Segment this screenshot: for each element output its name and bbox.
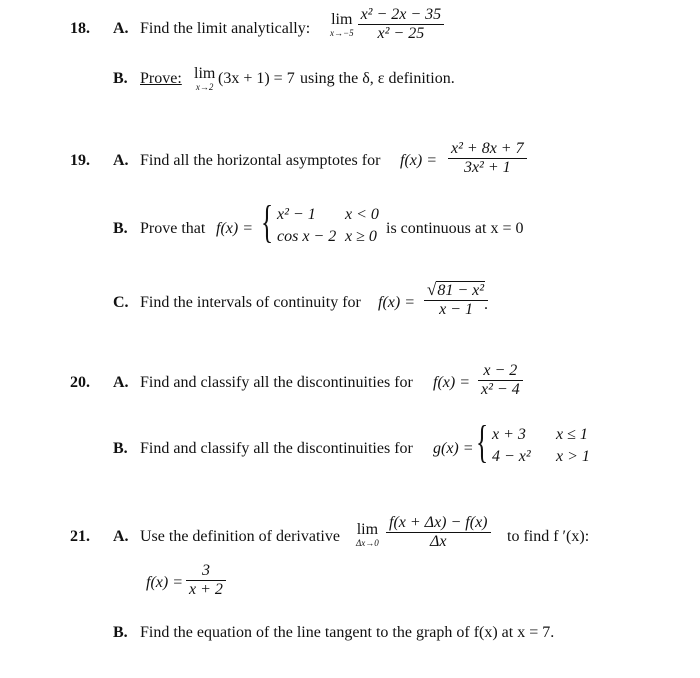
problem-text: Find and classify all the discontinuities for (140, 440, 413, 457)
problem-number: 19. (70, 152, 90, 169)
period: . (484, 296, 488, 313)
function-label: g(x) = (433, 440, 474, 457)
part-letter: A. (113, 528, 129, 545)
part-letter: B. (113, 70, 128, 87)
case-expression: x² − 1 (277, 206, 316, 223)
problem-18a (0, 0, 700, 60)
numerator: f(x + Δx) − f(x) (386, 514, 491, 533)
case-condition: x ≥ 0 (345, 227, 377, 245)
problem-text: Prove that (140, 220, 206, 237)
problem-19c (0, 280, 700, 340)
numerator: 3 (186, 562, 226, 581)
numerator: 81 − x² (437, 282, 485, 299)
lim-label: lim (194, 65, 216, 82)
case-expression: x + 3 (492, 426, 526, 443)
numerator: x² + 8x + 7 (448, 140, 527, 159)
fraction (448, 140, 527, 178)
problem-19a (0, 138, 700, 198)
problem-number: 21. (70, 528, 90, 545)
numerator: x − 2 (478, 362, 523, 381)
problem-20b (0, 416, 700, 480)
problem-19b (0, 196, 700, 260)
problem-text: Find the intervals of continuity for (140, 294, 361, 311)
problem-text: Find all the horizontal asymptotes for (140, 152, 381, 169)
part-letter: C. (113, 294, 129, 311)
piecewise-cases (277, 204, 379, 247)
problem-text-tail: to find f ′(x): (507, 528, 590, 545)
problem-text: Find the limit analytically: (140, 20, 311, 37)
fraction (386, 514, 491, 552)
denominator: x + 2 (189, 581, 223, 599)
part-letter: A. (113, 20, 129, 37)
problem-text: Use the definition of derivative (140, 528, 340, 545)
fraction (478, 362, 523, 400)
part-letter: B. (113, 440, 128, 457)
problem-text: Find and classify all the discontinuities for (140, 374, 413, 391)
piecewise-cases (492, 424, 590, 467)
function-label: f(x) = (433, 374, 470, 391)
fraction (186, 562, 226, 600)
denominator: x² − 4 (481, 381, 520, 399)
denominator: Δx (430, 533, 447, 551)
problem-number: 20. (70, 374, 90, 391)
numerator: x² − 2x − 35 (358, 6, 445, 25)
function-label: f(x) = (146, 574, 183, 591)
left-brace: { (260, 196, 274, 247)
denominator: 3x² + 1 (463, 159, 511, 177)
denominator: x − 1 (439, 301, 473, 319)
problem-number: 18. (70, 20, 90, 37)
limit-statement: (3x + 1) = 7 (218, 70, 295, 87)
fraction (358, 6, 445, 44)
case-condition: x > 1 (556, 447, 590, 465)
problem-text: using the δ, ε definition. (300, 70, 455, 87)
lim-label: lim (356, 521, 379, 538)
part-letter: B. (113, 624, 128, 641)
function-label: f(x) = (216, 220, 253, 237)
function-label: f(x) = (400, 152, 437, 169)
limit-expression (330, 6, 444, 44)
case-expression: 4 − x² (492, 447, 531, 465)
problem-text: Find the equation of the line tangent to the graph of f(x) at x = 7. (140, 624, 555, 641)
part-letter: A. (113, 152, 129, 169)
lim-subscript: x→−5 (330, 27, 354, 38)
square-root (427, 280, 485, 300)
lim-subscript: x→2 (195, 82, 214, 92)
denominator: x² − 25 (377, 25, 425, 43)
problem-20a (0, 360, 700, 420)
problem-21b (0, 618, 700, 678)
case-condition: x < 0 (345, 206, 379, 223)
function-label: f(x) = (378, 294, 415, 311)
fraction (424, 280, 488, 320)
prove-label: Prove: (140, 70, 182, 87)
part-letter: B. (113, 220, 128, 237)
lim-label: lim (331, 10, 353, 28)
lim-subscript: Δx→0 (356, 538, 379, 548)
problem-text: is continuous at x = 0 (386, 220, 524, 237)
part-letter: A. (113, 374, 129, 391)
case-expression: cos x − 2 (277, 227, 337, 245)
case-condition: x ≤ 1 (556, 426, 588, 443)
left-brace: { (475, 416, 489, 467)
radical-icon: √ (427, 280, 437, 299)
given-function (0, 560, 700, 620)
problem-18b (0, 66, 700, 126)
